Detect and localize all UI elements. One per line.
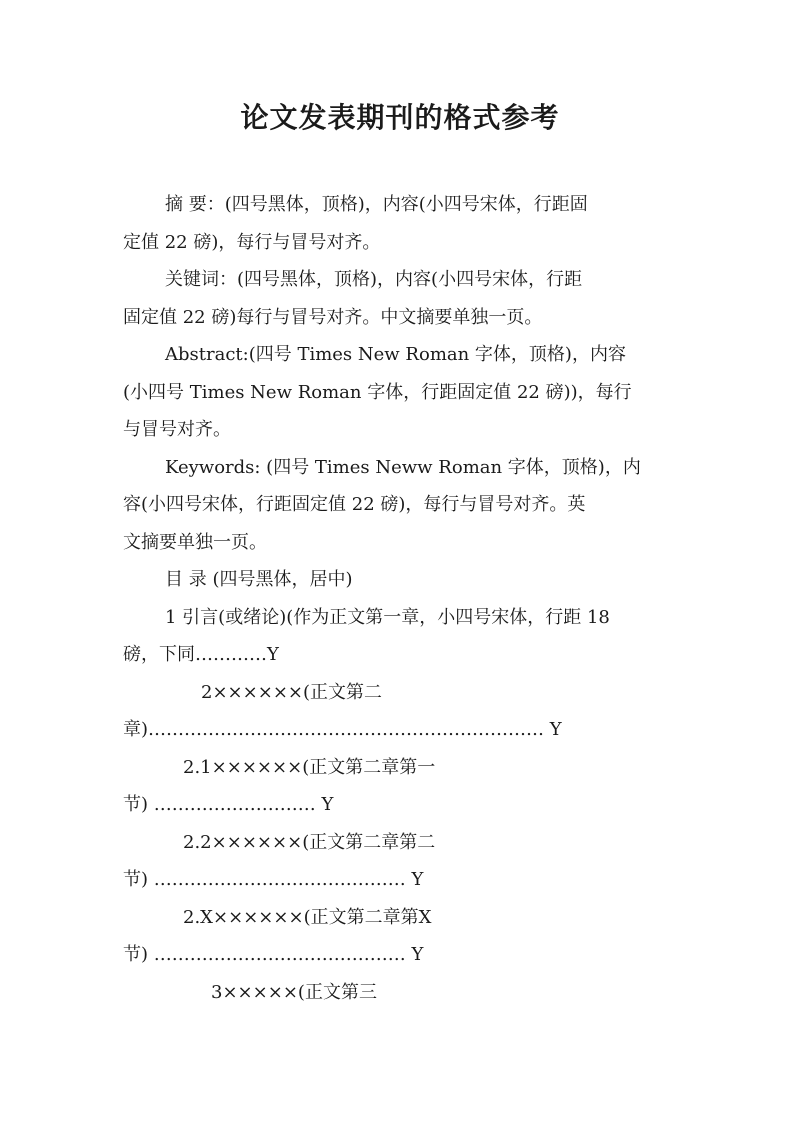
toc-token: 二 <box>363 831 382 853</box>
toc-token: 3 <box>211 981 223 1003</box>
toc-token: × <box>241 831 257 853</box>
toc-token: × <box>267 981 283 1003</box>
toc-token: 第 <box>399 756 418 778</box>
toc-token: × <box>287 831 303 853</box>
toc-token: 二 <box>364 906 383 928</box>
toc-token: × <box>258 906 274 928</box>
toc-token: 2.2 <box>183 831 212 853</box>
toc-token: 一 <box>417 756 436 778</box>
keywords-cn-line-2: 固定值 22 磅)每行与冒号对齐。中文摘要单独一页。 <box>123 306 543 328</box>
toc-token: ( <box>302 756 310 778</box>
toc-token: 文 <box>328 681 347 703</box>
toc-item-2-line-2: 章)………………………………………………………… Y <box>123 719 562 740</box>
toc-item-1-line-1: 1 引言(或绪论)(作为正文第一章，小四号宋体，行距 18 <box>165 606 610 628</box>
toc-heading: 目 录 (四号黑体，居中) <box>165 569 353 590</box>
toc-token: × <box>227 681 243 703</box>
toc-token: × <box>288 906 304 928</box>
toc-token: 第 <box>346 681 365 703</box>
toc-token: 正 <box>309 831 328 853</box>
toc-token: × <box>237 981 253 1003</box>
toc-token: 文 <box>327 831 346 853</box>
toc-item-1-line-2: 磅，下同…………Y <box>123 644 279 665</box>
toc-item-2-x-line-2: 节) …………………………………… Y <box>123 944 424 965</box>
toc-token: × <box>211 756 227 778</box>
toc-token: 章 <box>381 831 400 853</box>
abstract-en-line-2: (小四号 Times New Roman 字体，行距固定值 22 磅))，每行 <box>123 381 632 403</box>
toc-token: × <box>287 756 303 778</box>
toc-token: 2 <box>201 681 213 703</box>
toc-token: 第 <box>399 831 418 853</box>
toc-item-2-2-line-2: 节) …………………………………… Y <box>123 869 424 890</box>
toc-token: ( <box>303 681 311 703</box>
toc-token: 第 <box>400 906 419 928</box>
abstract-cn-line-1: 摘 要：(四号黑体，顶格)，内容(小四号宋体，行距固 <box>165 194 588 215</box>
keywords-en-line-2: 容(小四号宋体，行距固定值 22 磅)，每行与冒号对齐。英 <box>123 494 586 515</box>
toc-token: × <box>226 756 242 778</box>
toc-token: 第 <box>340 981 359 1003</box>
toc-token: 文 <box>328 906 347 928</box>
toc-token: × <box>272 756 288 778</box>
toc-token: × <box>252 981 268 1003</box>
toc-token: × <box>228 906 244 928</box>
abstract-en-line-3: 与冒号对齐。 <box>123 419 231 440</box>
toc-token: X <box>418 906 432 928</box>
toc-token: 二 <box>417 831 436 853</box>
toc-token: 正 <box>310 681 329 703</box>
toc-token: × <box>226 831 242 853</box>
toc-item-2-line-1 <box>123 674 679 712</box>
toc-token: × <box>272 831 288 853</box>
toc-token: 2.1 <box>183 756 212 778</box>
toc-token: ( <box>297 981 305 1003</box>
toc-token: ( <box>303 906 311 928</box>
toc-token: × <box>222 981 238 1003</box>
toc-item-3-line-1 <box>123 974 679 1012</box>
keywords-cn-line-1: 关键词：(四号黑体，顶格)，内容(小四号宋体，行距 <box>165 269 583 290</box>
toc-token: 二 <box>363 756 382 778</box>
toc-token: × <box>257 681 273 703</box>
toc-token: × <box>243 906 259 928</box>
toc-token: × <box>211 831 227 853</box>
toc-token: × <box>256 831 273 853</box>
toc-token: 正 <box>304 981 323 1003</box>
toc-token: 正 <box>309 756 328 778</box>
toc-token: × <box>272 681 288 703</box>
toc-token: 三 <box>358 981 377 1003</box>
toc-token: × <box>273 906 289 928</box>
document-body <box>123 186 679 1011</box>
toc-item-2-2-line-1 <box>123 824 679 862</box>
toc-token: 第 <box>346 906 365 928</box>
toc-token: 第 <box>345 831 364 853</box>
toc-item-2-1-line-1 <box>123 749 679 787</box>
toc-token: 二 <box>364 681 383 703</box>
toc-token: 正 <box>310 906 329 928</box>
toc-token: × <box>282 981 298 1003</box>
toc-token: × <box>287 681 304 703</box>
toc-token: 第 <box>345 756 364 778</box>
toc-token: × <box>241 756 257 778</box>
toc-token: × <box>212 681 228 703</box>
toc-token: 章 <box>382 906 401 928</box>
keywords-en-line-3: 文摘要单独一页。 <box>123 531 267 553</box>
toc-token: ( <box>302 831 310 853</box>
abstract-en-line-1: Abstract:(四号 Times New Roman 字体，顶格)，内容 <box>165 344 626 365</box>
toc-token: 文 <box>322 981 341 1003</box>
toc-token: × <box>213 906 229 928</box>
toc-token: × <box>256 756 273 778</box>
toc-item-2-x-line-1 <box>123 899 679 937</box>
keywords-en-line-1: Keywords: (四号 Times Neww Roman 字体，顶格)，内 <box>165 456 641 478</box>
abstract-cn-line-2: 定值 22 磅)，每行与冒号对齐。 <box>123 231 381 253</box>
page-title: 论文发表期刊的格式参考 <box>240 101 560 134</box>
toc-token: × <box>242 681 258 703</box>
toc-token: 2.X <box>183 906 213 928</box>
toc-token: 文 <box>327 756 346 778</box>
toc-item-2-1-line-2: 节) ……………………… Y <box>123 794 334 815</box>
toc-token: 章 <box>381 756 400 778</box>
